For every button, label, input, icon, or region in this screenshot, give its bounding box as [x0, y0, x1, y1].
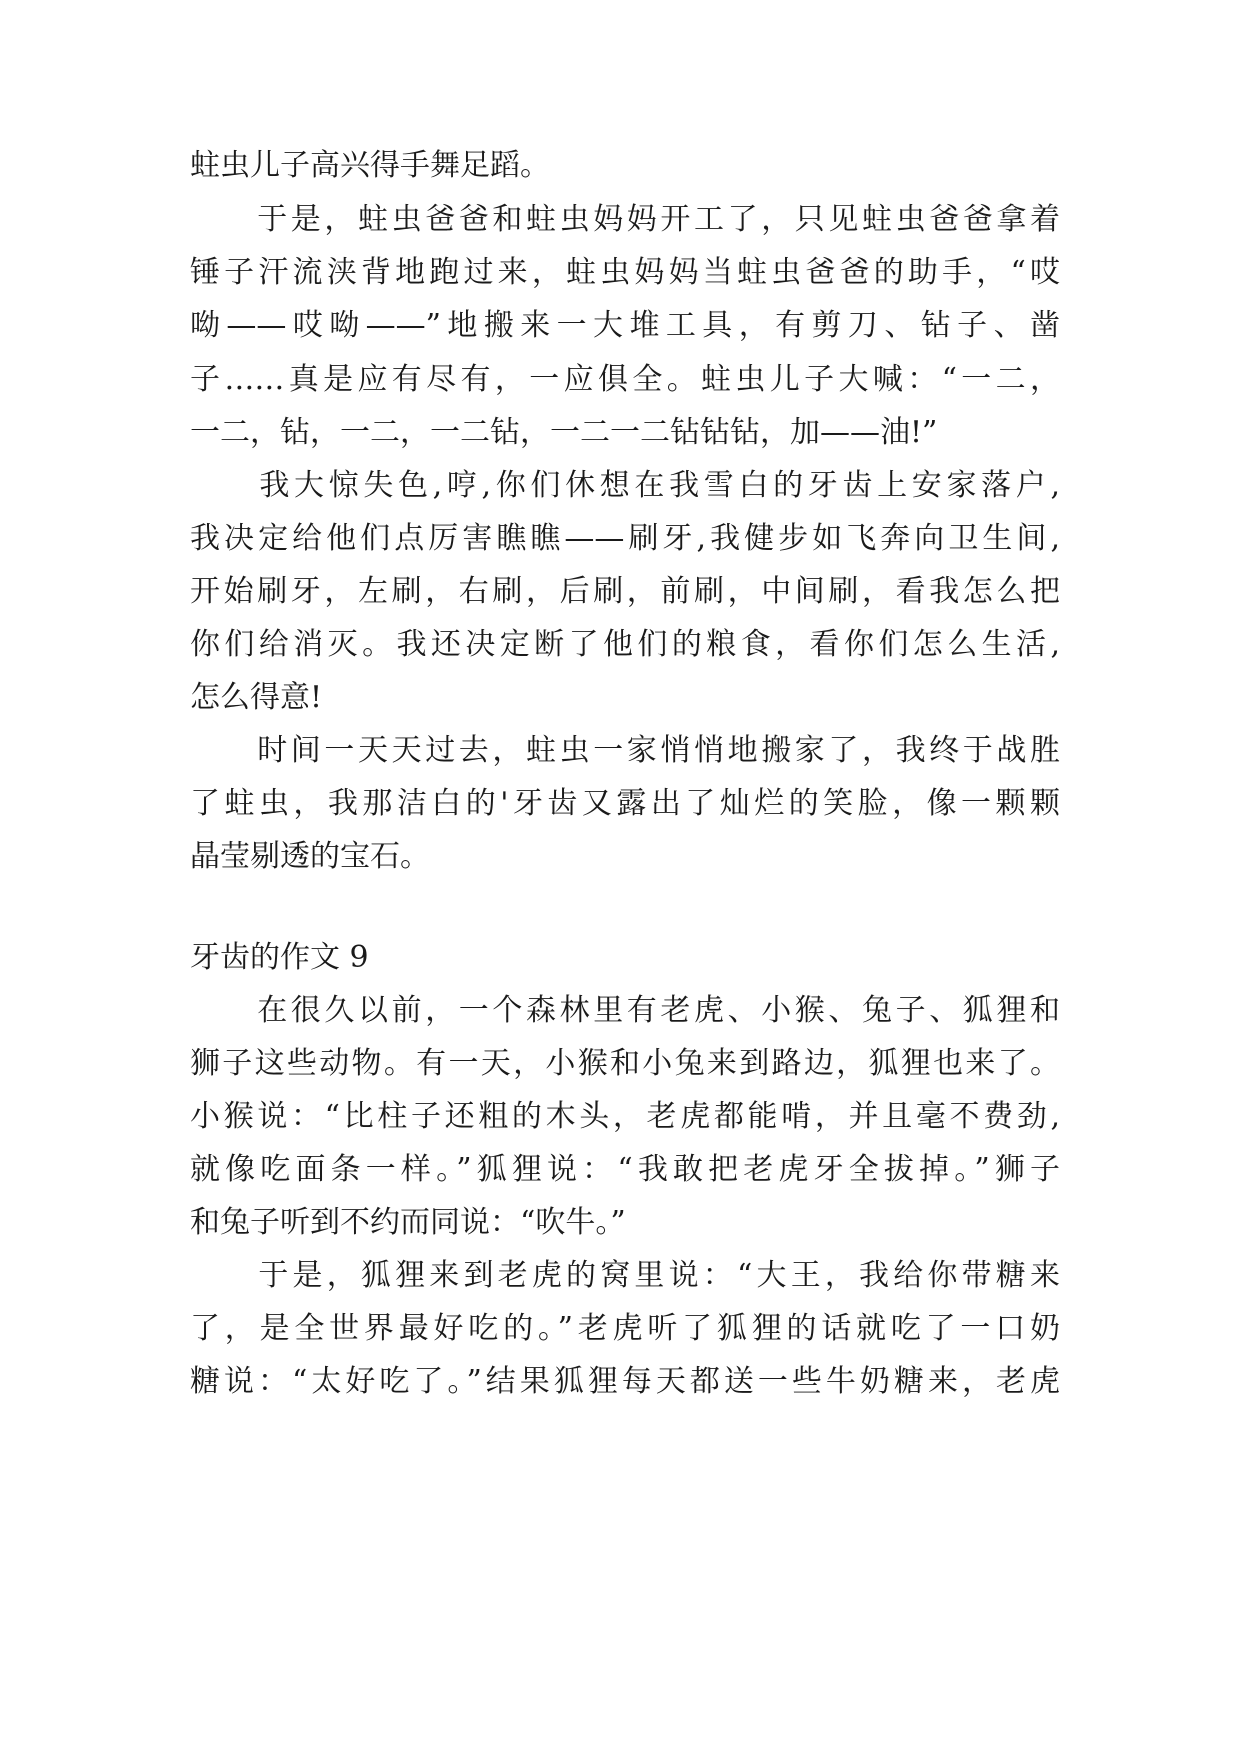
text-line: 小猴说：“比柱子还粗的木头，老虎都能啃，并且毫不费劲, — [190, 1099, 1060, 1134]
text-line: 你们给消灭。我还决定断了他们的粮食，看你们怎么生活, — [190, 627, 1060, 662]
text-line: 我决定给他们点厉害瞧瞧——刷牙,我健步如飞奔向卫生间, — [190, 521, 1060, 556]
text-line: 呦——哎呦——”地搬来一大堆工具，有剪刀、钻子、凿 — [190, 308, 1060, 343]
text-line: 开始刷牙，左刷，右刷，后刷，前刷，中间刷，看我怎么把 — [190, 574, 1060, 609]
text-line: 于是，蛀虫爸爸和蛀虫妈妈开工了，只见蛀虫爸爸拿着 — [190, 202, 1060, 237]
text-line: 和兔子听到不约而同说：“吹牛。” — [190, 1205, 626, 1240]
text-line: 晶莹剔透的宝石。 — [190, 839, 430, 874]
text-line: 在很久以前，一个森林里有老虎、小猴、兔子、狐狸和 — [190, 993, 1060, 1028]
text-line: 了蛀虫，我那洁白的'牙齿又露出了灿烂的笑脸，像一颗颗 — [190, 786, 1060, 821]
text-line: 狮子这些动物。有一天，小猴和小兔来到路边，狐狸也来了。 — [190, 1046, 1060, 1081]
text-line: 时间一天天过去，蛀虫一家悄悄地搬家了，我终于战胜 — [190, 733, 1060, 768]
text-line: 于是，狐狸来到老虎的窝里说：“大王，我给你带糖来 — [190, 1258, 1060, 1293]
text-line: 我大惊失色,哼,你们休想在我雪白的牙齿上安家落户, — [190, 468, 1060, 503]
text-line: 了，是全世界最好吃的。”老虎听了狐狸的话就吃了一口奶 — [190, 1311, 1060, 1346]
text-line: 蛀虫儿子高兴得手舞足蹈。 — [190, 148, 550, 183]
text-line: 糖说：“太好吃了。”结果狐狸每天都送一些牛奶糖来，老虎 — [190, 1364, 1060, 1399]
text-line: 一二，钻，一二，一二钻，一二一二钻钻钻，加——油!” — [190, 415, 938, 450]
text-line: 锤子汗流浃背地跑过来，蛀虫妈妈当蛀虫爸爸的助手，“哎 — [190, 255, 1060, 290]
text-line: 就像吃面条一样。”狐狸说：“我敢把老虎牙全拔掉。”狮子 — [190, 1152, 1060, 1187]
section-title: 牙齿的作文 9 — [190, 940, 369, 975]
text-line: 子……真是应有尽有，一应俱全。蛀虫儿子大喊：“一二， — [190, 362, 1060, 397]
text-line: 怎么得意! — [190, 680, 323, 715]
